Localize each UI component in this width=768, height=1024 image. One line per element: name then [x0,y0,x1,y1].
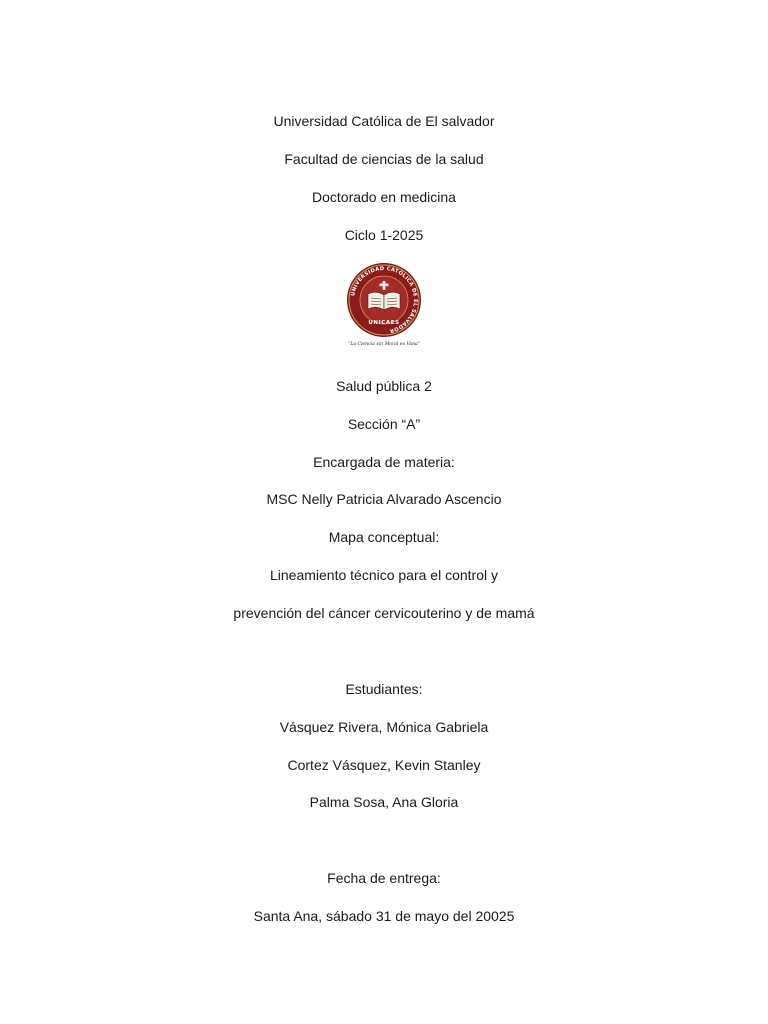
subject-name: Salud pública 2 [336,378,432,394]
work-type-label: Mapa conceptual: [328,529,440,545]
student-name: Palma Sosa, Ana Gloria [309,794,459,810]
faculty-name: Facultad de ciencias de la salud [284,151,484,167]
student-name: Vásquez Rivera, Mónica Gabriela [279,719,489,735]
section-label: Sección “A” [347,416,421,432]
program-name: Doctorado en medicina [312,189,456,205]
students-label: Estudiantes: [345,681,423,697]
seal-ring-text: UNIVERSIDAD CATÓLICA DE EL SALVADOR [350,265,419,334]
delivery-place-date: Santa Ana, sábado 31 de mayo del 20025 [253,908,515,924]
university-seal-logo [338,258,430,350]
delivery-date-label: Fecha de entrega: [327,870,441,886]
university-name: Universidad Católica de El salvador [273,113,495,129]
work-title-line-2: prevención del cáncer cervicouterino y de mamá [233,605,535,621]
cycle-label: Ciclo 1-2025 [344,227,424,243]
instructor-name: MSC Nelly Patricia Alvarado Ascencio [266,491,502,507]
work-title-line-1: Lineamiento técnico para el control y [269,567,499,583]
student-name: Cortez Vásquez, Kevin Stanley [287,757,481,773]
instructor-label: Encargada de materia: [313,454,455,470]
seal-acronym: UNICAES [368,320,400,326]
seal-motto: "La Ciencia sin Moral es Vana" [348,342,420,347]
